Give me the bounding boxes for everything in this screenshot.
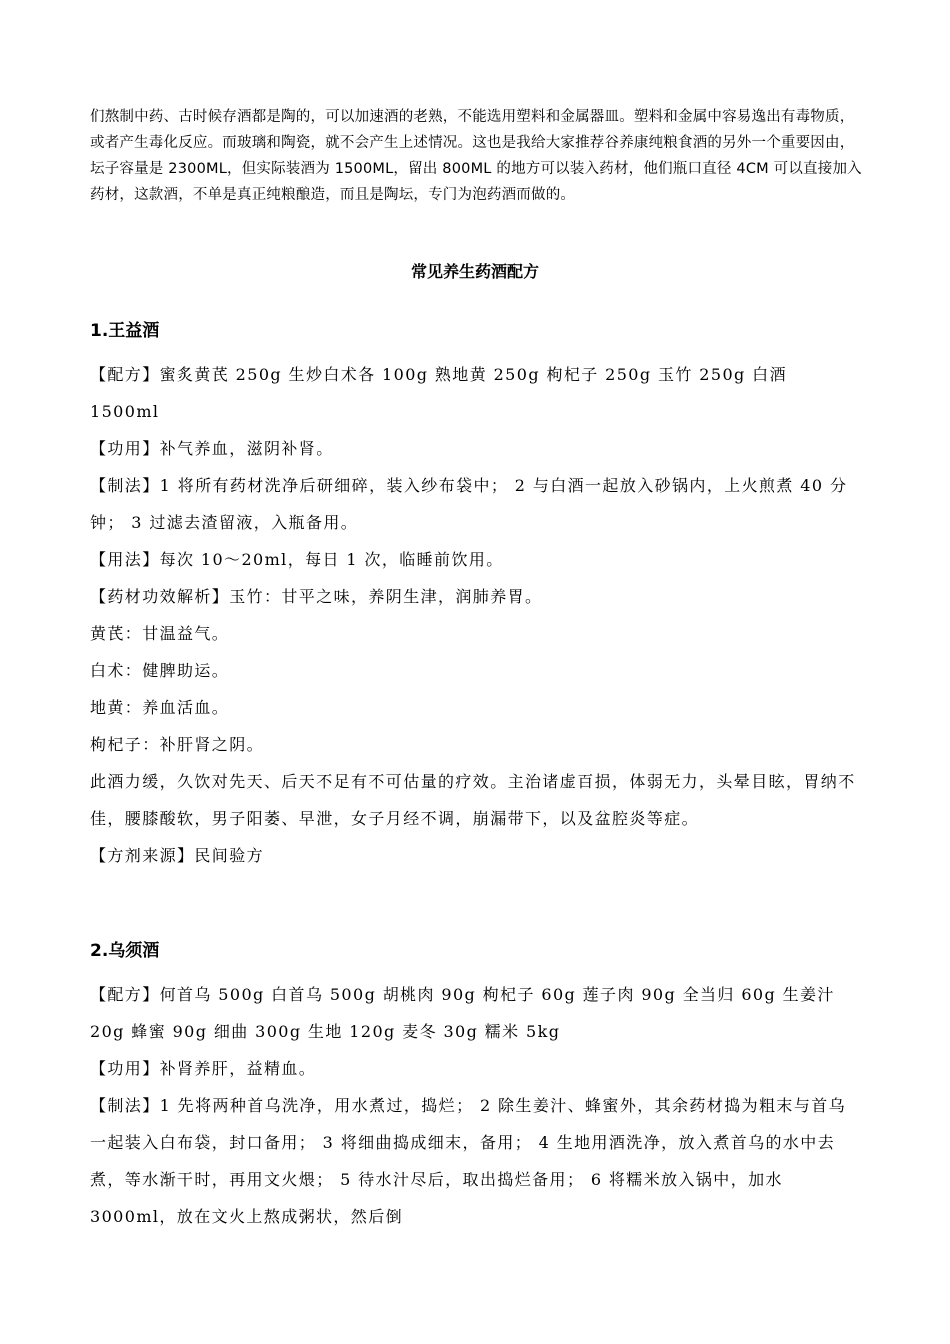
herb-note-line: 白术：健脾助运。 — [90, 661, 230, 680]
document-title: 常见养生药酒配方 — [410, 262, 539, 281]
function-line: 【功用】补肾养肝，益精血。 — [90, 1059, 317, 1078]
herb-note-line: 黄芪：甘温益气。 — [90, 624, 230, 643]
recipe-section-wuxu-wine — [90, 938, 862, 1235]
recipe-heading: 2.乌须酒 — [90, 941, 160, 961]
function-line: 【功用】补气养血，滋阴补肾。 — [90, 439, 334, 458]
intro-paragraph: 们熬制中药、古时候存酒都是陶的，可以加速酒的老熟，不能选用塑料和金属器皿。塑料和金属中容易逸出有毒物质，或者产生毒化反应。而玻璃和陶瓷，就不会产生上述情况。这也是我给大家推荐谷养康纯粮食酒的另外一个重要因由，坛子容量是 2300ML，但实际装酒为 1500ML，留出 800ML 的地方可以装入药材，他们瓶口直径 4CM 可以直接加入药材，这款酒，不单是真正纯粮酿造，而且是陶坛，专门为泡药酒而做的。 — [90, 108, 862, 203]
recipe-heading: 1.王益酒 — [90, 321, 160, 341]
herb-note-line: 枸杞子：补肝肾之阴。 — [90, 735, 265, 754]
formula-line: 【配方】何首乌 500g 白首乌 500g 胡桃肉 90g 枸杞子 60g 莲子肉 90g 全当归 60g 生姜汁 20g 蜂蜜 90g 细曲 300g 生地 120g 麦冬 30g 糯米 5kg — [90, 985, 835, 1041]
recipe-section-wangyi-wine — [90, 318, 862, 874]
usage-line: 【用法】每次 10～20ml，每日 1 次，临睡前饮用。 — [90, 550, 504, 569]
herb-note-line: 地黄：养血活血。 — [90, 698, 230, 717]
source-line: 【方剂来源】民间验方 — [90, 846, 265, 865]
formula-line: 【配方】蜜炙黄芪 250g 生炒白术各 100g 熟地黄 250g 枸杞子 250g 玉竹 250g 白酒 1500ml — [90, 365, 787, 421]
preparation-line: 【制法】1 将所有药材洗净后研细碎，装入纱布袋中； 2 与白酒一起放入砂锅内，上火煎煮 40 分钟； 3 过滤去渣留液，入瓶备用。 — [90, 476, 848, 532]
preparation-line: 【制法】1 先将两种首乌洗净，用水煮过，捣烂； 2 除生姜汁、蜂蜜外，其余药材捣为粗末与首乌一起装入白布袋，封口备用； 3 将细曲捣成细末，备用； 4 生地用酒洗净，放入煮首乌的水中去煮，等水渐干时，再用文火煨； 5 待水汁尽后，取出捣烂备用； 6 将糯米放入锅中，加水 3000ml，放在文火上熬成粥状，然后倒 — [90, 1096, 847, 1226]
summary-paragraph: 此酒力缓，久饮对先天、后天不足有不可估量的疗效。主治诸虚百损，体弱无力，头晕目眩，胃纳不佳，腰膝酸软，男子阳萎、早泄，女子月经不调，崩漏带下，以及盆腔炎等症。 — [90, 772, 856, 828]
herb-analysis-line: 【药材功效解析】玉竹：甘平之味，养阴生津，润肺养胃。 — [90, 587, 543, 606]
